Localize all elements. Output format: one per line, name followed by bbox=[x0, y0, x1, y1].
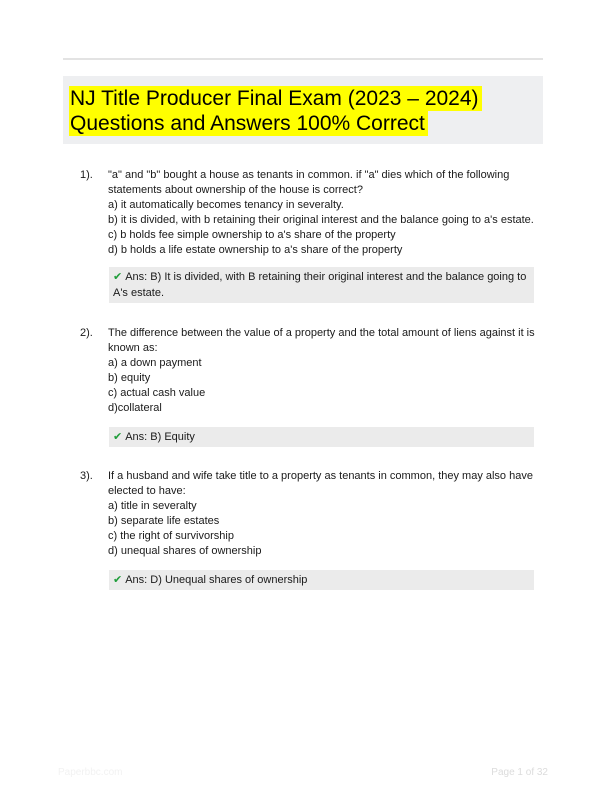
option-d: d) unequal shares of ownership bbox=[108, 545, 262, 557]
answer-box bbox=[109, 267, 534, 303]
title-line-2: Questions and Answers 100% Correct bbox=[69, 111, 428, 136]
option-a: a) a down payment bbox=[108, 357, 202, 369]
option-b: b) it is divided, with b retaining their original interest and the balance going to a's estate. bbox=[108, 214, 534, 226]
question-text: If a husband and wife take title to a property as tenants in common, they may also have elected to have: bbox=[108, 470, 533, 497]
option-a: a) it automatically becomes tenancy in severalty. bbox=[108, 199, 344, 211]
footer-watermark: Paperbbc.com bbox=[58, 767, 123, 778]
answer-text: Ans: B) It is divided, with B retaining their original interest and the balance going to A's estate. bbox=[113, 271, 527, 299]
option-c: c) the right of survivorship bbox=[108, 530, 234, 542]
question-body bbox=[108, 168, 538, 258]
option-d: d) b holds a life estate ownership to a's share of the property bbox=[108, 244, 403, 256]
option-a: a) title in severalty bbox=[108, 500, 197, 512]
question-number: 1). bbox=[80, 169, 93, 181]
question-number: 3). bbox=[80, 470, 93, 482]
check-icon: ✔ bbox=[113, 574, 123, 586]
question-text: "a" and "b" bought a house as tenants in common. if "a" dies which of the following statements about ownership of the house is correct? bbox=[108, 169, 510, 196]
answer-box bbox=[109, 427, 534, 447]
title-line-1: NJ Title Producer Final Exam (2023 – 2024) bbox=[69, 86, 482, 111]
page-indicator: Page 1 of 32 bbox=[491, 767, 548, 778]
question-number: 2). bbox=[80, 327, 93, 339]
check-icon: ✔ bbox=[113, 431, 123, 443]
option-b: b) separate life estates bbox=[108, 515, 220, 527]
answer-text: Ans: D) Unequal shares of ownership bbox=[125, 574, 308, 586]
document-title bbox=[69, 86, 482, 136]
answer-box bbox=[109, 570, 534, 590]
top-divider bbox=[63, 58, 543, 60]
option-b: b) equity bbox=[108, 372, 151, 384]
question-text: The difference between the value of a property and the total amount of liens against it is known as: bbox=[108, 327, 535, 354]
answer-text: Ans: B) Equity bbox=[125, 431, 195, 443]
option-c: c) b holds fee simple ownership to a's share of the property bbox=[108, 229, 396, 241]
option-c: c) actual cash value bbox=[108, 387, 206, 399]
option-d: d)collateral bbox=[108, 402, 162, 414]
question-body bbox=[108, 326, 538, 416]
question-body bbox=[108, 469, 538, 559]
title-banner bbox=[63, 76, 543, 144]
check-icon: ✔ bbox=[113, 271, 123, 283]
